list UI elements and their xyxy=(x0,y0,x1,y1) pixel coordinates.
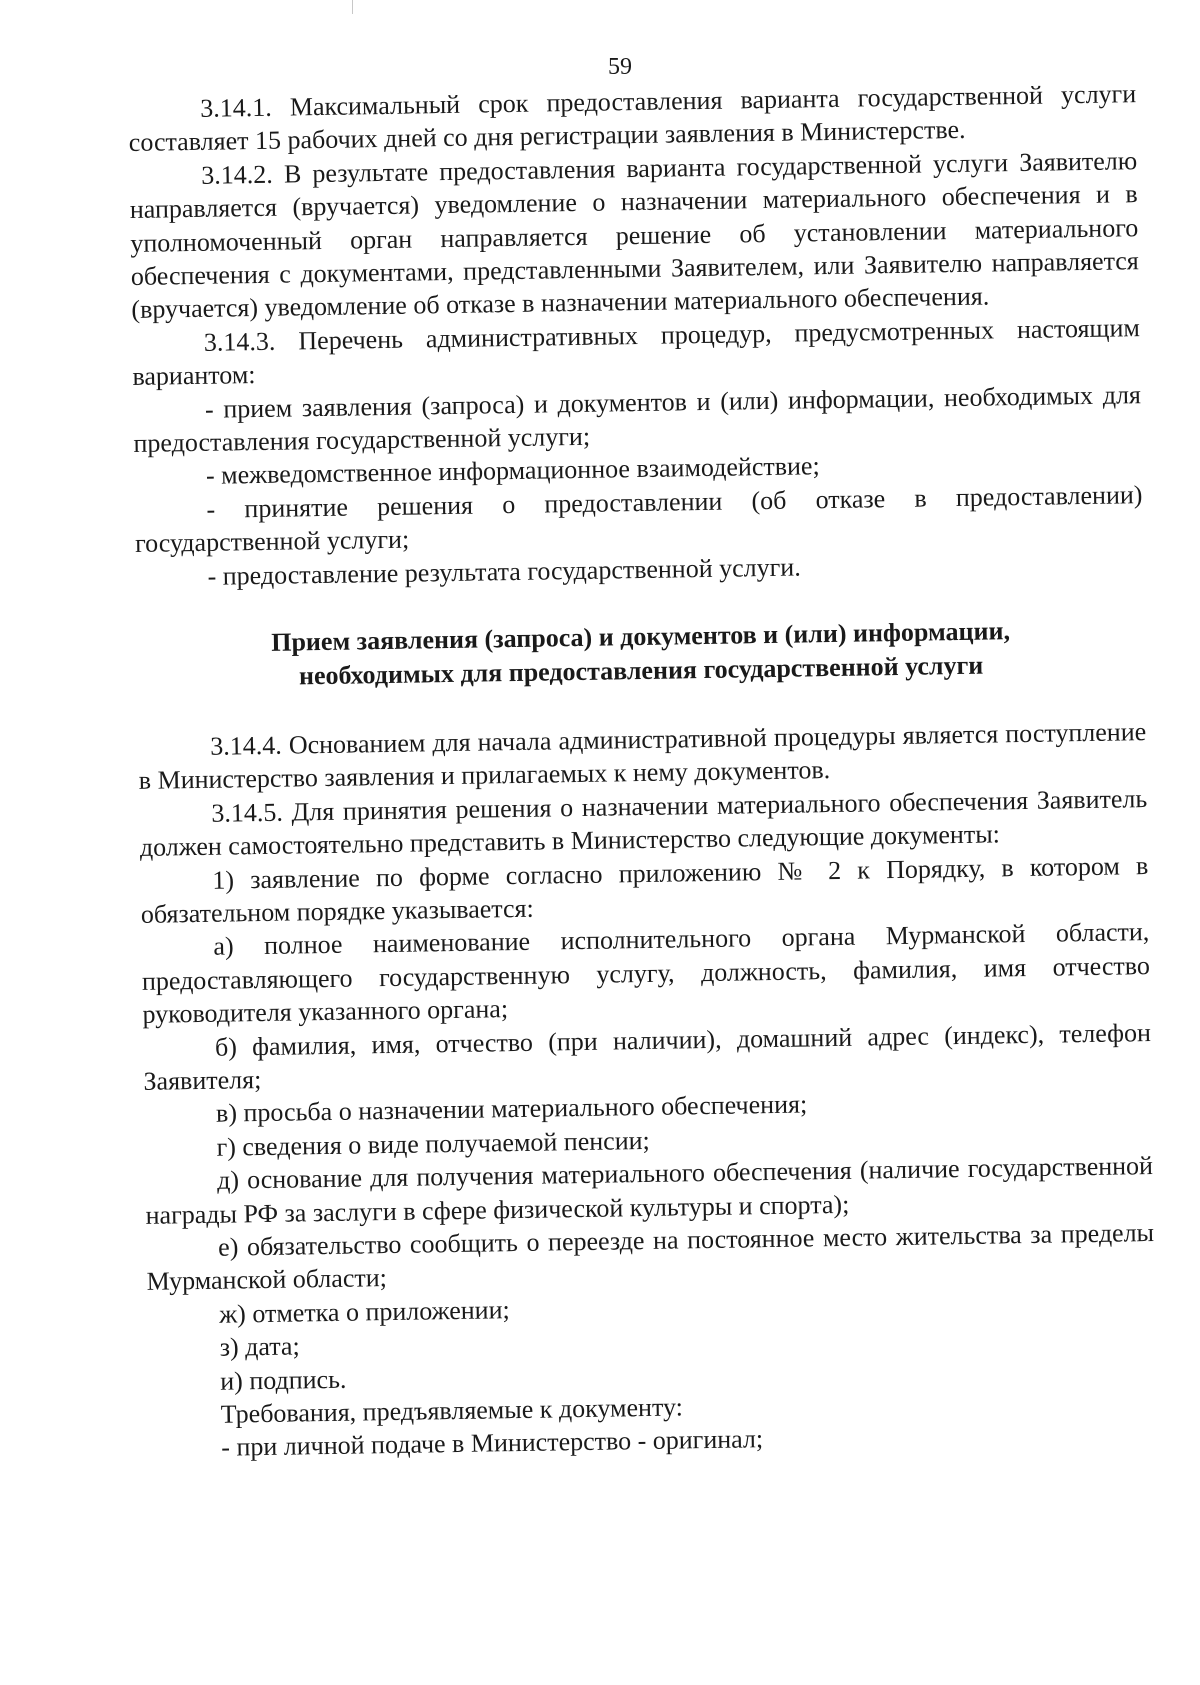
paragraph-3-14-1: 3.14.1. Максимальный срок предоставления варианта государственной услуги составляет 15 рабочих дней со дня регистрации заявления в Министерстве. xyxy=(128,79,1137,158)
scan-artifact xyxy=(352,0,353,14)
sub-item: г) сведения о виде получаемой пенсии; xyxy=(216,1125,650,1162)
list-item: - прием заявления (запроса) и документов и (или) информации, необходимых для предоставления государственной услуги; xyxy=(133,379,1142,459)
requirement-item: - при личной подаче в Министерство - оригинал; xyxy=(221,1424,764,1463)
sub-item: в) просьба о назначении материального обеспечения; xyxy=(215,1089,808,1129)
sub-item: а) полное наименование исполнительного органа Мурманской области, предоставляющего государственную услугу, должность, фамилия, имя отчество руководителя указанного органа; xyxy=(141,917,1151,1030)
sub-item: и) подпись. xyxy=(220,1364,347,1396)
sub-item: е) обязательство сообщить о переезде на постоянное место жительства за пределы Мурманской области; xyxy=(146,1218,1155,1297)
page-number: 59 xyxy=(608,54,632,80)
section-heading xyxy=(136,612,1145,695)
paragraph-3-14-3: 3.14.3. Перечень административных процедур, предусмотренных настоящим вариантом: xyxy=(132,312,1141,392)
paragraph-3-14-4: 3.14.4. Основанием для начала административной процедуры является поступление в Министерство заявления и прилагаемых к нему документов. xyxy=(138,716,1147,796)
list-item: - принятие решения о предоставлении (об отказе в предоставлении) государственной услуги; xyxy=(134,479,1143,559)
paragraph-item-1: 1) заявление по форме согласно приложению № 2 к Порядку, в котором в обязательном порядке указывается: xyxy=(140,850,1149,929)
sub-item: д) основание для получения материального обеспечения (наличие государственной награды РФ за заслуги в сфере физической культуры и спорта); xyxy=(145,1151,1154,1230)
list-item: - межведомственное информационное взаимодействие; xyxy=(205,451,820,491)
list-item: - предоставление результата государственной услуги. xyxy=(207,552,801,591)
sub-item: з) дата; xyxy=(219,1331,300,1362)
sub-item: ж) отметка о приложении; xyxy=(218,1294,510,1329)
section-heading-line: необходимых для предоставления государственной услуги xyxy=(298,650,984,690)
paragraph-3-14-2: 3.14.2. В результате предоставления варианта государственной услуги Заявителю направляется (вручается) уведомление о назначении материального обеспечения и в уполномоченный орган направляется решение об установлении материального обеспечения с документами, представленными Заявителем, или Заявителю направляется (вручается) уведомление об отказе в назначении материального обеспечения. xyxy=(129,145,1139,325)
document-body xyxy=(128,77,1157,1466)
requirements-intro: Требования, предъявляемые к документу: xyxy=(220,1392,684,1429)
paragraph-3-14-5: 3.14.5. Для принятия решения о назначении материального обеспечения Заявитель должен самостоятельно представить в Министерство следующие документы: xyxy=(139,783,1148,863)
section-heading-line: Прием заявления (запроса) и документов и (или) информации, xyxy=(271,616,1011,657)
sub-item: б) фамилия, имя, отчество (при наличии), домашний адрес (индекс), телефон Заявителя; xyxy=(143,1017,1152,1096)
